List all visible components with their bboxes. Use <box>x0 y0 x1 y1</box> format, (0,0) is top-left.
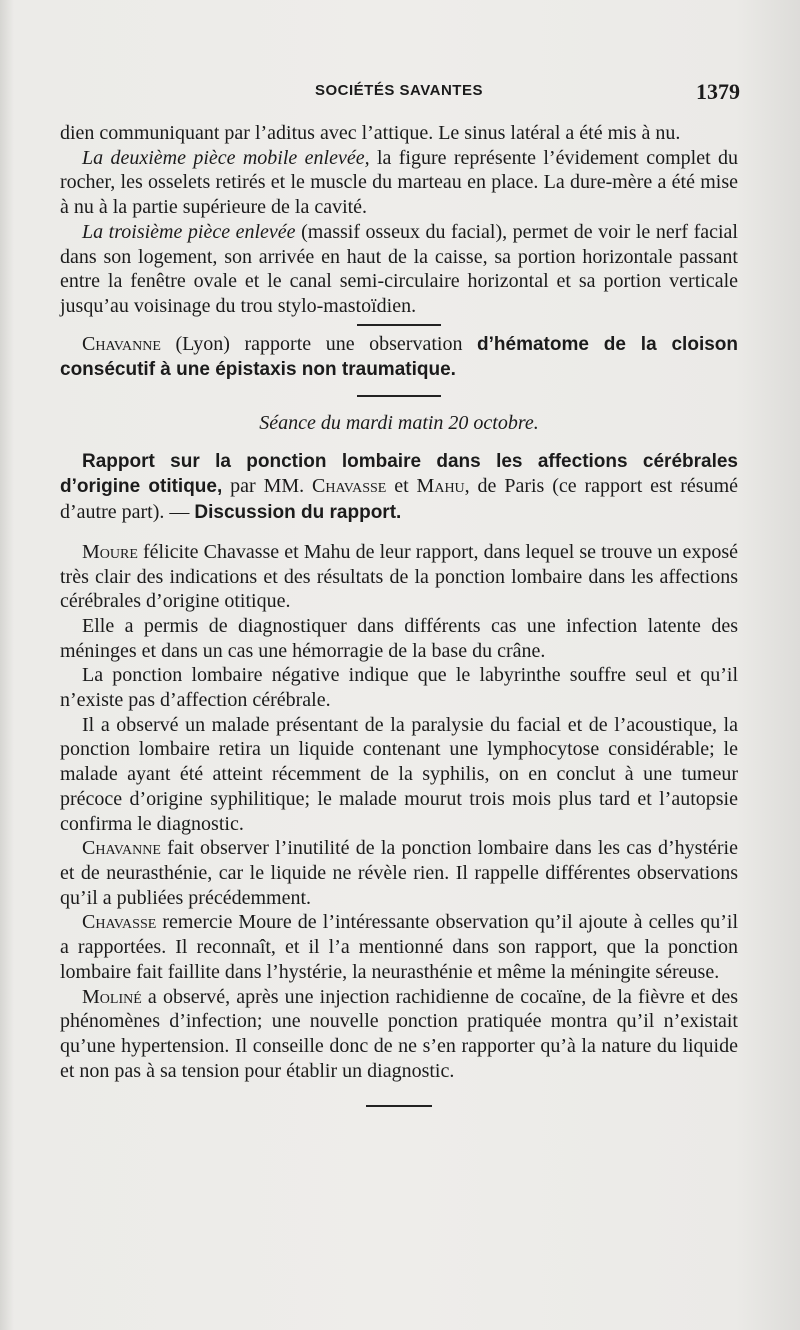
paragraph-text: et <box>386 475 417 498</box>
spacer <box>60 526 738 540</box>
paragraph-text: la figure représente l’évidement complet du rocher, les osselets retirés et le muscle du marteau en place. La dure-mère a été mise à nu à la partie supérieure de la cavité. <box>60 146 738 219</box>
paragraph-text: (Lyon) rapporte une observation <box>160 332 478 355</box>
paragraph <box>60 910 738 984</box>
section-rule <box>357 395 441 397</box>
paragraph <box>60 332 738 383</box>
speaker-name: Mahu <box>416 475 465 498</box>
paragraph <box>60 985 738 1084</box>
paragraph-text: par MM. <box>222 475 313 498</box>
page-header <box>60 79 740 106</box>
paragraph <box>60 146 738 220</box>
speaker-name: Chavanne <box>82 332 161 355</box>
page-number: 1379 <box>696 79 740 104</box>
paragraph-text: (massif osseux du facial), permet de voir le nerf facial dans son logement, son arrivée en haut de la caisse, sa portion horizontale passant entre la fenêtre ovale et le canal semi-circulaire horizontal et sa portion verticale jusqu’au voisinage du trou stylo-mastoïdien. <box>60 220 738 317</box>
paragraph <box>60 836 738 910</box>
paragraph: dien communiquant par l’aditus avec l’attique. Le sinus latéral a été mis à nu. <box>60 122 681 144</box>
paragraph <box>60 449 738 526</box>
bold-topic: d’hématome de la cloison consécutif à une épistaxis non traumatique. <box>60 333 738 381</box>
italic-lead: La deuxième pièce mobile enlevée, <box>82 146 370 169</box>
bold-topic: Discussion du rapport. <box>194 502 402 524</box>
speaker-name: Chavasse <box>312 475 387 498</box>
speaker-name: Chavanne <box>82 837 161 860</box>
paragraph: Elle a permis de diagnostiquer dans différents cas une infection latente des méninges et dans un cas une hémorragie de la base du crâne. <box>60 614 738 662</box>
paragraph <box>60 540 738 614</box>
document-body <box>60 121 738 1107</box>
speaker-name: Moliné <box>82 985 142 1008</box>
speaker-name: Chavasse <box>82 911 157 934</box>
paragraph-text: fait observer l’inutilité de la ponction lombaire dans les cas d’hystérie et de neurasthénie, car le liquide ne révèle rien. Il rappelle différentes observations qu’il a publiées précédemment. <box>60 837 738 909</box>
section-rule <box>357 324 441 326</box>
end-rule <box>366 1105 432 1107</box>
session-heading: Séance du mardi matin 20 octobre. <box>259 412 539 435</box>
paragraph: Il a observé un malade présentant de la paralysie du facial et de l’acoustique, la ponction lombaire retira un liquide contenant une lymphocytose considérable; le malade ayant été atteint récemment de la syphilis, on en conclut à une tumeur précoce d’origine syphilitique; le malade mourut trois mois plus tard et l’autopsie confirma le diagnostic. <box>60 713 738 835</box>
bold-topic: Rapport sur la ponction lombaire dans les affections cérébrales d’origine otitique, <box>60 450 738 498</box>
paragraph-text: , de Paris (ce rapport est résumé d’autre part). — <box>60 475 739 524</box>
italic-lead: La troisième pièce enlevée <box>82 220 296 243</box>
paragraph: La ponction lombaire négative indique que le labyrinthe souffre seul et qu’il n’existe pas d’affection cérébrale. <box>60 664 738 712</box>
paragraph-text: a observé, après une injection rachidienne de cocaïne, de la fièvre et des phénomènes d’infection; une nouvelle ponction pratiquée montra qu’il n’existait qu’une hypertension. Il conseille donc de ne s’en rapporter qu’à la nature du liquide et non pas à sa tension pour établir un diagnostic. <box>60 985 738 1082</box>
paragraph-text: remercie Moure de l’intéressante observation qu’il ajoute à celles qu’il a rapportées. Il reconnaît, et il l’a mentionné dans son rapport, que la ponction lombaire fait faillite dans l’hystérie, la neurasthénie et même la méningite séreuse. <box>60 911 738 983</box>
paragraph-text: félicite Chavasse et Mahu de leur rapport, dans lequel se trouve un exposé très clair des indications et des résultats de la ponction lombaire dans les affections cérébrales d’origine otitique. <box>60 540 738 613</box>
paragraph <box>60 220 738 319</box>
speaker-name: Moure <box>82 540 138 563</box>
running-title: SOCIÉTÉS SAVANTES <box>315 82 483 99</box>
